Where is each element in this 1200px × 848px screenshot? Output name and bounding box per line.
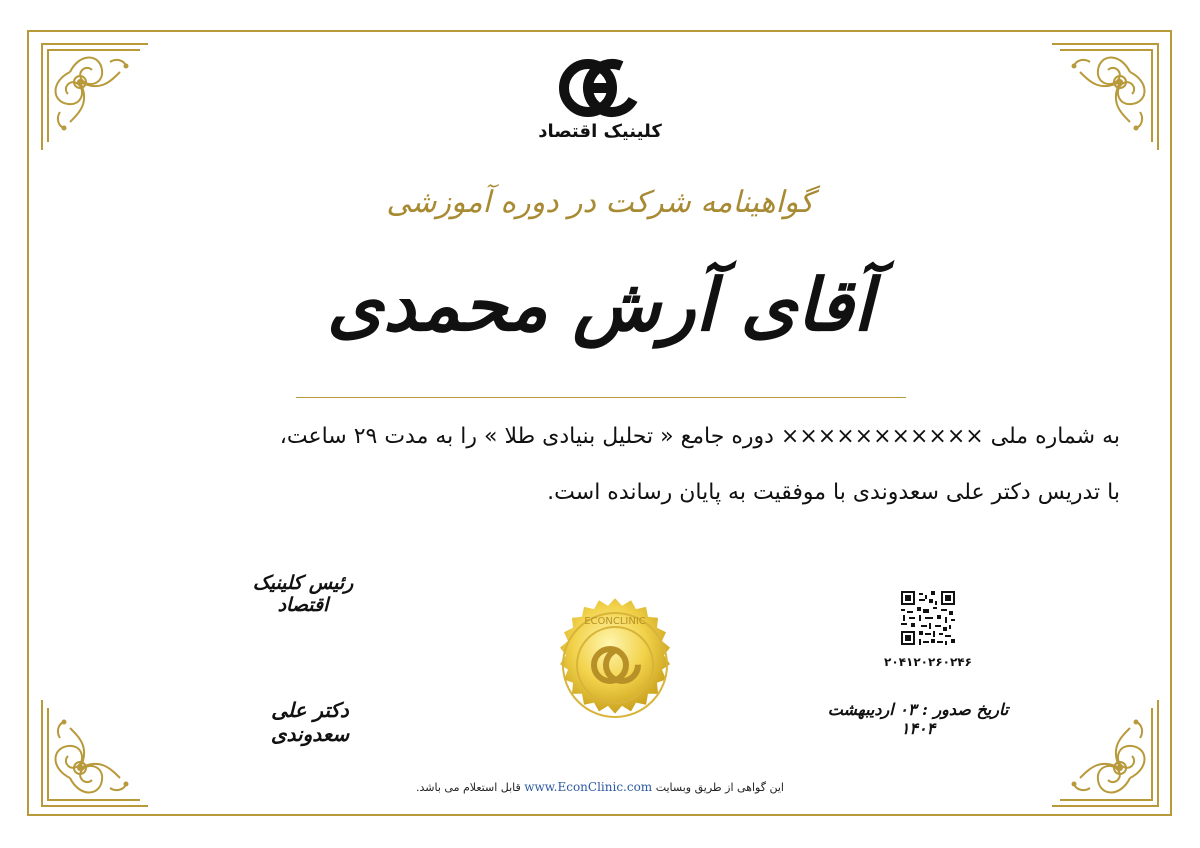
certificate-serial-number: ۲۰۴۱۲۰۲۶۰۲۴۶ xyxy=(884,655,972,669)
certificate-subtitle: گواهینامه شرکت در دوره آموزشی xyxy=(386,185,814,220)
recipient-name: آقای آرش محمدی xyxy=(326,262,874,347)
president-title: رئیس کلینیک اقتصاد xyxy=(252,572,354,616)
certificate-body-line-1: به شماره ملی ××××××××××× دوره جامع « تحلیل بنیادی طلا » را به مدت ۲۹ ساعت، xyxy=(279,424,1120,449)
website-link[interactable]: www.EconClinic.com xyxy=(524,780,653,794)
verification-note xyxy=(300,780,900,794)
gold-seal-icon xyxy=(540,590,690,740)
president-signature-name: دکتر علی سعدوندی xyxy=(270,698,350,746)
certificate-body-line-2: با تدریس دکتر علی سعدوندی با موفقیت به پایان رسانده است. xyxy=(547,480,1120,505)
issue-date: تاریخ صدور : ۰۳ اردیبهشت ۱۴۰۴ xyxy=(827,700,1009,738)
ornament-corner-icon xyxy=(1050,42,1160,152)
brand-name: کلینیک اقتصاد xyxy=(538,121,662,142)
name-underline xyxy=(296,397,906,398)
ornament-corner-icon xyxy=(1050,698,1160,808)
seal-text: ECONCLINIC xyxy=(584,616,646,627)
ornament-corner-icon xyxy=(40,42,150,152)
ornament-corner-icon xyxy=(40,698,150,808)
footer-suffix: قابل استعلام می باشد. xyxy=(416,781,521,794)
econclinic-logo-icon xyxy=(558,58,642,118)
qr-code-icon[interactable] xyxy=(901,591,955,645)
footer-prefix: این گواهی از طریق وبسایت xyxy=(655,781,784,794)
